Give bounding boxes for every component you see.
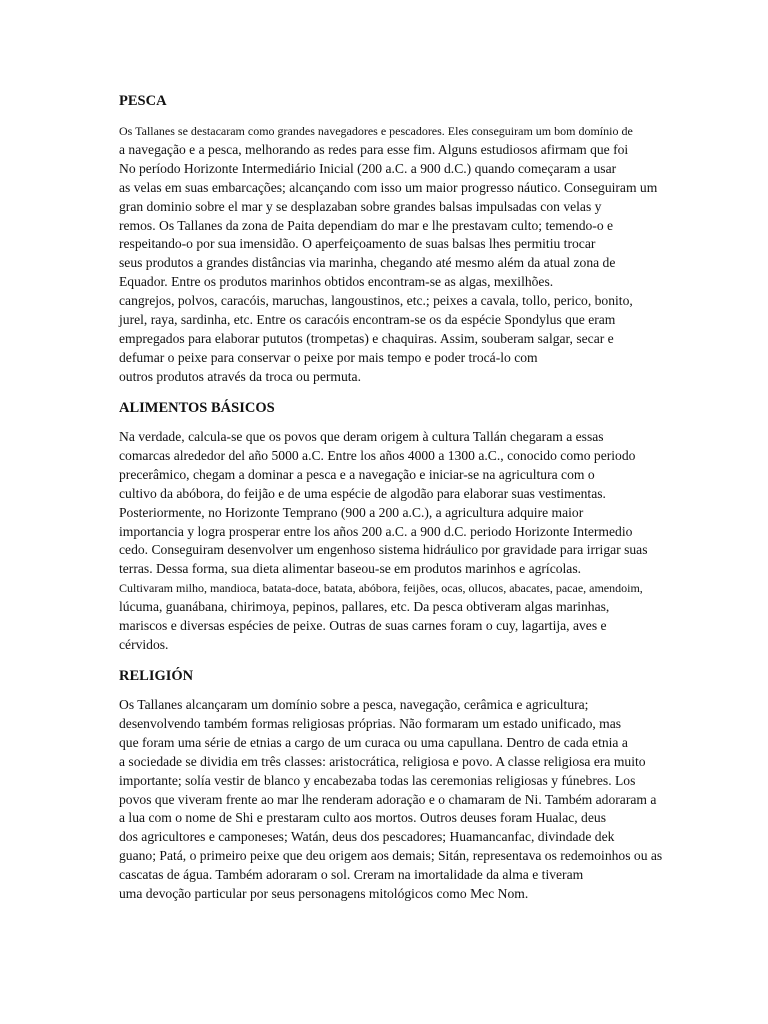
text-line: Equador. Entre os produtos marinhos obtidos encontram-se as algas, mexilhões.: [119, 274, 554, 290]
text-line: dos agricultores e camponeses; Watán, deus dos pescadores; Huamancanfac, divindade dek: [119, 829, 615, 845]
text-line: respeitando-o por sua imensidão. O aperfeiçoamento de suas balsas lhes permitiu trocar: [119, 236, 596, 252]
text-line: cascatas de água. Também adoraram o sol. Creram na imortalidade da alma e tiveram: [119, 867, 584, 883]
text-line: No período Horizonte Intermediário Inicial (200 a.C. a 900 d.C.) quando começaram a usar: [119, 160, 617, 176]
text-line: lúcuma, guanábana, chirimoya, pepinos, pallares, etc. Da pesca obtiveram algas marinhas,: [119, 599, 610, 615]
section-heading: ALIMENTOS BÁSICOS: [119, 400, 275, 416]
text-line: a lua com o nome de Shi e prestaram culto aos mortos. Outros deuses foram Hualac, deus: [119, 810, 606, 826]
text-line: seus produtos a grandes distâncias via marinha, chegando até mesmo além da atual zona de: [119, 255, 616, 271]
text-line: a sociedade se dividia em três classes: aristocrática, religiosa e povo. A classe religiosa era muito: [119, 753, 646, 769]
section-body: [119, 428, 647, 655]
text-line: Cultivaram milho, mandioca, batata-doce, batata, abóbora, feijões, ocas, ollucos, abacates, pacae, amendoim,: [119, 581, 643, 596]
text-line: cangrejos, polvos, caracóis, maruchas, langoustinos, etc.; peixes a cavala, tollo, perico, bonito,: [119, 293, 633, 309]
text-line: comarcas alrededor del año 5000 a.C. Entre los años 4000 a 1300 a.C., conocido como periodo: [119, 447, 636, 463]
text-line: importante; solía vestir de blanco y encabezaba todas las ceremonias religiosas y fúnebres. Los: [119, 772, 636, 788]
text-line: cedo. Conseguiram desenvolver um engenhoso sistema hidráulico por gravidade para irrigar suas: [119, 542, 648, 558]
text-line: importancia y logra prosperar entre los años 200 a.C. a 900 d.C. periodo Horizonte Intermedio: [119, 523, 633, 539]
text-line: as velas em suas embarcações; alcançando com isso um maior progresso náutico. Conseguiram um: [119, 179, 658, 195]
text-line: Na verdade, calcula-se que os povos que deram origem à cultura Tallán chegaram a essas: [119, 429, 604, 444]
text-line: Os Tallanes alcançaram um domínio sobre a pesca, navegação, cerâmica e agricultura;: [119, 697, 589, 712]
section-heading: RELIGIÓN: [119, 668, 194, 684]
text-line: cérvidos.: [119, 636, 169, 652]
text-line: gran dominio sobre el mar y se desplazaban sobre grandes balsas impulsadas con velas y: [119, 198, 602, 214]
text-line: Os Tallanes se destacaram como grandes navegadores e pescadores. Eles conseguiram um bom domínio de: [119, 124, 633, 138]
text-line: a navegação e a pesca, melhorando as redes para esse fim. Alguns estudiosos afirmam que foi: [119, 141, 629, 157]
text-line: cultivo da abóbora, do feijão e de uma espécie de algodão para elaborar suas vestimentas.: [119, 485, 606, 501]
text-line: uma devoção particular por seus personagens mitológicos como Mec Nom.: [119, 886, 529, 902]
text-line: remos. Os Tallanes da zona de Paita dependiam do mar e lhe prestavam culto; temendo-o e: [119, 217, 614, 233]
text-line: que foram uma série de etnias a cargo de um curaca ou uma capullana. Dentro de cada etnia a: [119, 734, 628, 750]
text-line: mariscos e diversas espécies de peixe. Outras de suas carnes foram o cuy, lagartija, aves e: [119, 618, 607, 634]
text-line: empregados para elaborar pututos (trompetas) e chaquiras. Assim, souberam salgar, secar e: [119, 330, 614, 346]
section-body: [119, 122, 657, 387]
section-heading: PESCA: [119, 93, 167, 109]
text-line: defumar o peixe para conservar o peixe por mais tempo e poder trocá-lo com: [119, 349, 538, 365]
text-line: outros produtos através da troca ou permuta.: [119, 368, 361, 384]
text-line: desenvolvendo também formas religiosas próprias. Não formaram um estado unificado, mas: [119, 715, 622, 731]
text-line: Posteriormente, no Horizonte Temprano (900 a 200 a.C.), a agricultura adquire maior: [119, 504, 584, 520]
text-line: guano; Patá, o primeiro peixe que deu origem aos demais; Sitán, representava os redemoinhos ou as: [119, 848, 663, 864]
text-line: jurel, raya, sardinha, etc. Entre os caracóis encontram-se os da espécie Spondylus que eram: [119, 312, 616, 328]
text-line: terras. Dessa forma, sua dieta alimentar baseou-se em produtos marinhos e agrícolas.: [119, 561, 582, 577]
section-body: [119, 696, 662, 904]
text-line: povos que viveram frente ao mar lhe renderam adoração e o chamaram de Ni. Também adoraram a: [119, 791, 657, 807]
text-line: precerâmico, chegam a dominar a pesca e a navegação e iniciar-se na agricultura com o: [119, 466, 595, 482]
